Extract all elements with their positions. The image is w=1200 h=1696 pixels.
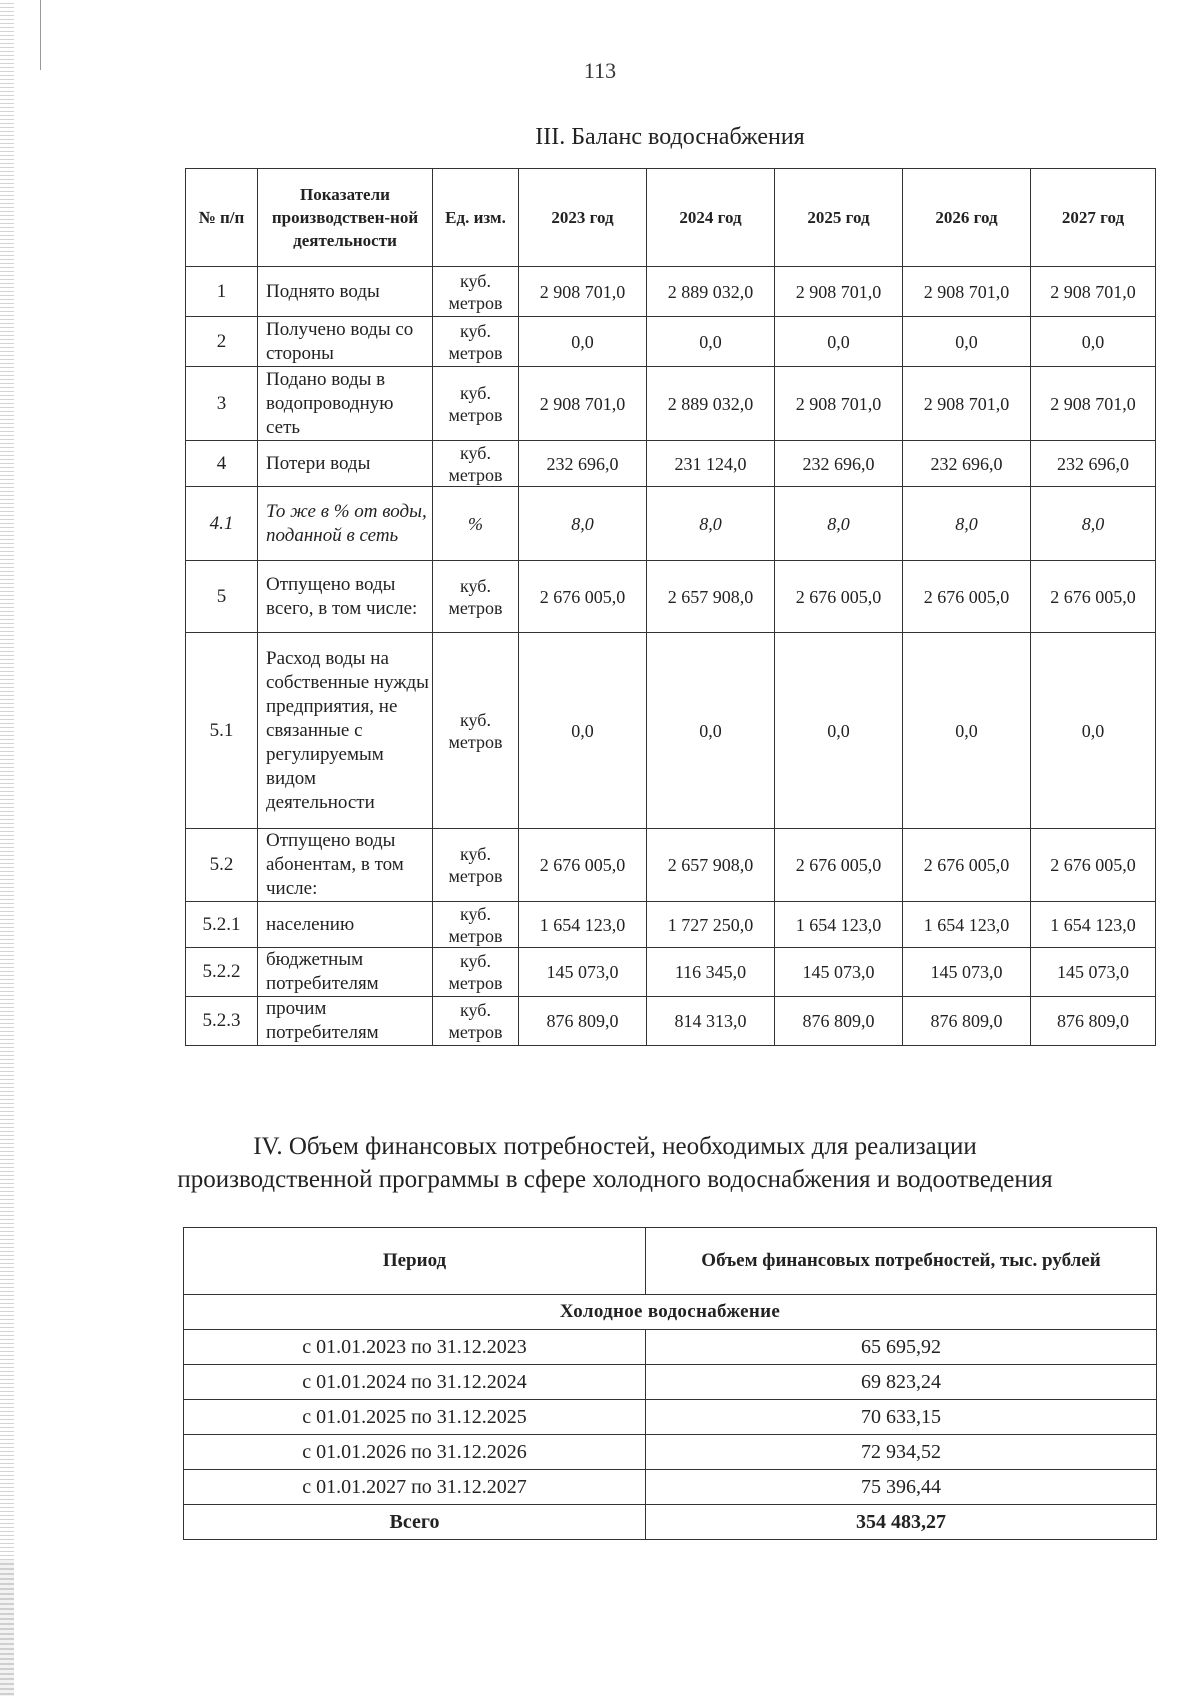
unit-cell: куб. метров [433,267,519,317]
value-cell: 145 073,0 [903,948,1031,997]
unit-cell: % [433,487,519,561]
amount-cell: 70 633,15 [646,1400,1157,1435]
header-cell: 2027 год [1031,169,1156,267]
value-cell: 145 073,0 [775,948,903,997]
value-cell: 0,0 [1031,633,1156,829]
header-cell: Ед. изм. [433,169,519,267]
table-row [186,441,1156,487]
period-row [184,1470,1157,1505]
section-4-title-line-1: IV. Объем финансовых потребностей, необходимых для реализации [253,1133,977,1160]
total-amount: 354 483,27 [646,1505,1157,1540]
value-cell: 876 809,0 [1031,997,1156,1046]
financial-needs-table [183,1227,1157,1540]
value-cell: 2 908 701,0 [775,267,903,317]
value-cell: 0,0 [903,317,1031,367]
unit-cell: куб. метров [433,948,519,997]
value-cell: 145 073,0 [519,948,647,997]
total-label: Всего [184,1505,646,1540]
table-row [186,317,1156,367]
header-cell: 2025 год [775,169,903,267]
value-cell: 2 676 005,0 [903,829,1031,902]
unit-cell: куб. метров [433,633,519,829]
value-cell: 8,0 [775,487,903,561]
period-cell: с 01.01.2023 по 31.12.2023 [184,1330,646,1365]
value-cell: 2 657 908,0 [647,829,775,902]
value-cell: 2 908 701,0 [903,267,1031,317]
value-cell: 2 676 005,0 [903,561,1031,633]
period-cell: с 01.01.2024 по 31.12.2024 [184,1365,646,1400]
indicator-cell: То же в % от воды, поданной в сеть [258,487,433,561]
value-cell: 1 727 250,0 [647,902,775,948]
value-cell: 232 696,0 [775,441,903,487]
table-row [186,367,1156,441]
indicator-cell: бюджетным потребителям [258,948,433,997]
value-cell: 0,0 [647,317,775,367]
row-number: 5.1 [186,633,258,829]
value-cell: 2 676 005,0 [1031,829,1156,902]
table-row [186,633,1156,829]
unit-cell: куб. метров [433,997,519,1046]
indicator-cell: Отпущено воды абонентам, в том числе: [258,829,433,902]
value-cell: 2 908 701,0 [775,367,903,441]
table-row [186,267,1156,317]
unit-cell: куб. метров [433,829,519,902]
table-row [186,948,1156,997]
amount-cell: 65 695,92 [646,1330,1157,1365]
value-cell: 2 676 005,0 [775,561,903,633]
value-cell: 8,0 [647,487,775,561]
table-header-row [184,1228,1157,1295]
period-row [184,1365,1157,1400]
row-number: 5.2.2 [186,948,258,997]
value-cell: 1 654 123,0 [1031,902,1156,948]
period-row [184,1435,1157,1470]
value-cell: 0,0 [519,633,647,829]
group-row [184,1295,1157,1330]
period-cell: с 01.01.2026 по 31.12.2026 [184,1435,646,1470]
value-cell: 145 073,0 [1031,948,1156,997]
value-cell: 232 696,0 [903,441,1031,487]
indicator-cell: Поднято воды [258,267,433,317]
value-cell: 0,0 [1031,317,1156,367]
row-number: 1 [186,267,258,317]
table-row [186,561,1156,633]
amount-cell: 69 823,24 [646,1365,1157,1400]
value-cell: 8,0 [1031,487,1156,561]
period-row [184,1330,1157,1365]
group-label: Холодное водоснабжение [184,1295,1157,1330]
value-cell: 876 809,0 [775,997,903,1046]
indicator-cell: Подано воды в водопроводную сеть [258,367,433,441]
value-cell: 0,0 [519,317,647,367]
value-cell: 2 908 701,0 [1031,367,1156,441]
indicator-cell: Отпущено воды всего, в том числе: [258,561,433,633]
header-cell: 2023 год [519,169,647,267]
period-cell: с 01.01.2027 по 31.12.2027 [184,1470,646,1505]
row-number: 4.1 [186,487,258,561]
value-cell: 231 124,0 [647,441,775,487]
value-cell: 0,0 [775,633,903,829]
period-cell: с 01.01.2025 по 31.12.2025 [184,1400,646,1435]
value-cell: 8,0 [903,487,1031,561]
unit-cell: куб. метров [433,561,519,633]
value-cell: 2 908 701,0 [903,367,1031,441]
scan-edge-artifact [0,0,14,1696]
scan-edge-artifact-bottom [0,1560,14,1696]
period-row [184,1400,1157,1435]
total-row [184,1505,1157,1540]
value-cell: 0,0 [775,317,903,367]
value-cell: 2 657 908,0 [647,561,775,633]
header-cell: 2024 год [647,169,775,267]
amount-cell: 72 934,52 [646,1435,1157,1470]
value-cell: 232 696,0 [1031,441,1156,487]
amount-cell: 75 396,44 [646,1470,1157,1505]
section-3-title: III. Баланс водоснабжения [535,124,805,150]
value-cell: 2 676 005,0 [1031,561,1156,633]
row-number: 3 [186,367,258,441]
value-cell: 2 889 032,0 [647,367,775,441]
value-cell: 2 676 005,0 [775,829,903,902]
unit-cell: куб. метров [433,441,519,487]
row-number: 5.2 [186,829,258,902]
value-cell: 876 809,0 [903,997,1031,1046]
section-4-title-line-2: производственной программы в сфере холодного водоснабжения и водоотведения [177,1166,1053,1193]
water-balance-table [185,168,1156,1046]
header-cell: Показатели производствен-ной деятельности [258,169,433,267]
indicator-cell: Расход воды на собственные нужды предприятия, не связанные с регулируемым видом деятельности [258,633,433,829]
unit-cell: куб. метров [433,317,519,367]
value-cell: 876 809,0 [519,997,647,1046]
header-cell: Объем финансовых потребностей, тыс. рублей [646,1228,1157,1295]
row-number: 4 [186,441,258,487]
value-cell: 0,0 [903,633,1031,829]
row-number: 5.2.1 [186,902,258,948]
value-cell: 2 676 005,0 [519,829,647,902]
table-header-row [186,169,1156,267]
header-cell: 2026 год [903,169,1031,267]
indicator-cell: Потери воды [258,441,433,487]
unit-cell: куб. метров [433,902,519,948]
row-number: 5 [186,561,258,633]
table-row [186,997,1156,1046]
row-number: 5.2.3 [186,997,258,1046]
value-cell: 2 676 005,0 [519,561,647,633]
table-row [186,487,1156,561]
value-cell: 2 908 701,0 [1031,267,1156,317]
section-4-title [0,1130,1200,1196]
value-cell: 116 345,0 [647,948,775,997]
value-cell: 2 889 032,0 [647,267,775,317]
unit-cell: куб. метров [433,367,519,441]
header-cell: Период [184,1228,646,1295]
value-cell: 2 908 701,0 [519,267,647,317]
value-cell: 0,0 [647,633,775,829]
page-number: 113 [583,58,617,83]
indicator-cell: Получено воды со стороны [258,317,433,367]
value-cell: 2 908 701,0 [519,367,647,441]
value-cell: 814 313,0 [647,997,775,1046]
value-cell: 8,0 [519,487,647,561]
value-cell: 1 654 123,0 [903,902,1031,948]
row-number: 2 [186,317,258,367]
indicator-cell: населению [258,902,433,948]
table-row [186,902,1156,948]
value-cell: 1 654 123,0 [775,902,903,948]
value-cell: 1 654 123,0 [519,902,647,948]
table-row [186,829,1156,902]
value-cell: 232 696,0 [519,441,647,487]
indicator-cell: прочим потребителям [258,997,433,1046]
header-cell: № п/п [186,169,258,267]
